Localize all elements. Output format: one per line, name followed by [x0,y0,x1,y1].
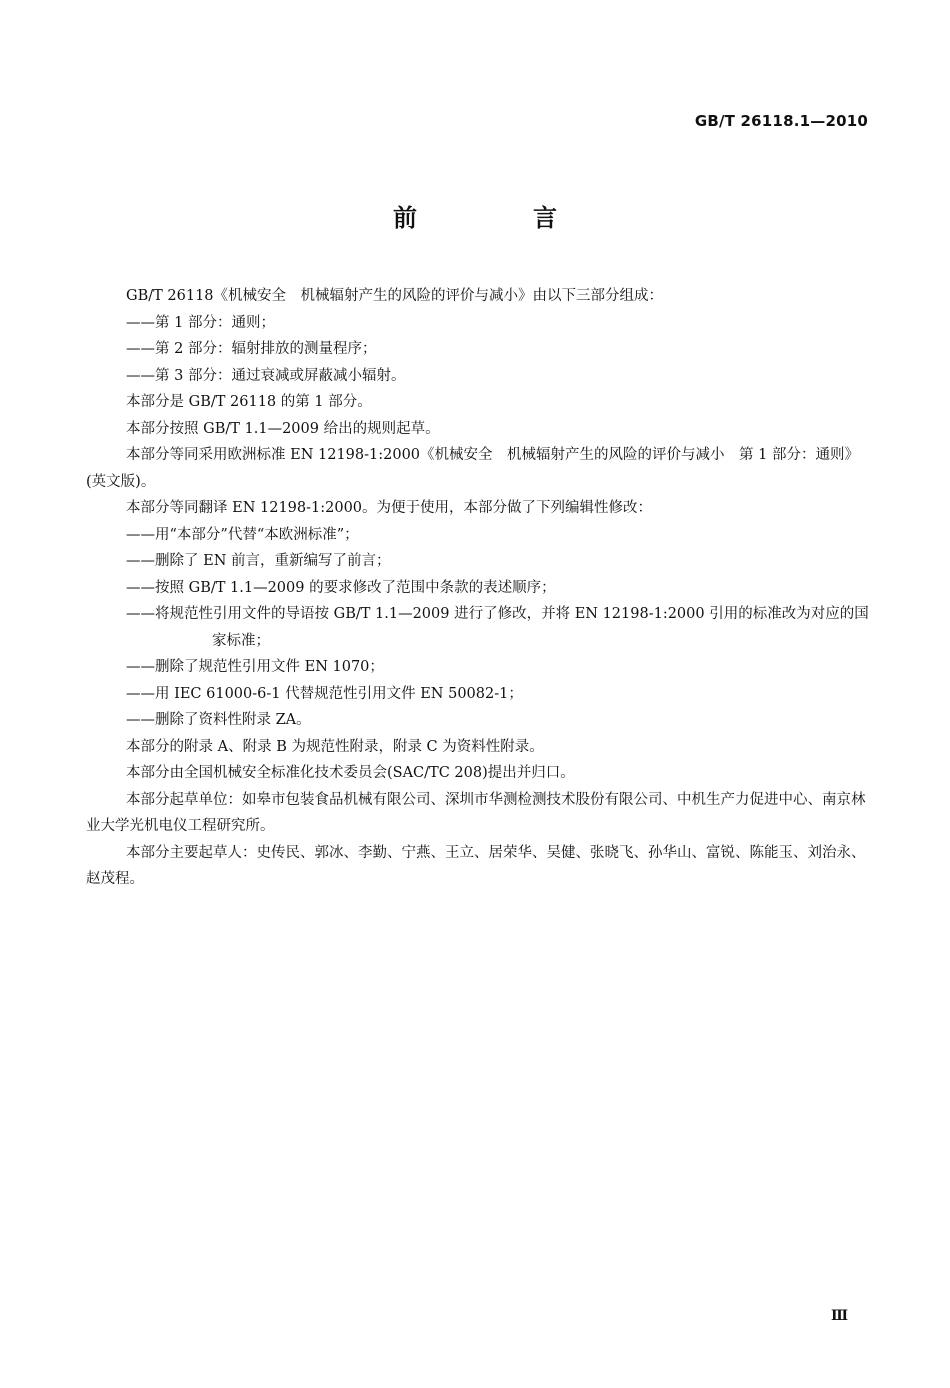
list-item-edit-7: ——删除了资料性附录 ZA。 [126,712,311,728]
paragraph-annexes: 本部分的附录 A、附录 B 为规范性附录，附录 C 为资料性附录。 [126,738,544,755]
list-item-part-2: ——第 2 部分：辐射排放的测量程序； [126,341,377,357]
paragraph-adoption: 本部分等同采用欧洲标准 EN 12198-1:2000《机械安全 机械辐射产生的风险的评价与减小 第 1 部分：通则》(英文版)。 [86,447,859,490]
list-item-edit-4: ——将规范性引用文件的导语按 GB/T 1.1—2009 进行了修改，并将 EN 12198-1:2000 引用的标准改为对应的国家标准； [126,606,869,649]
list-item-edit-3: ——按照 GB/T 1.1—2009 的要求修改了范围中条款的表述顺序； [126,579,556,596]
page-title: 前 言 [393,204,603,232]
paragraph-parts-intro: GB/T 26118《机械安全 机械辐射产生的风险的评价与减小》由以下三部分组成： [126,288,664,304]
paragraph-drafting-units: 本部分起草单位：如皋市包装食品机械有限公司、深圳市华测检测技术股份有限公司、中机生产力促进中心、南京林业大学光机电仪工程研究所。 [86,791,866,834]
foreword-body [86,283,871,893]
paragraph-proposer: 本部分由全国机械安全标准化技术委员会(SAC/TC 208)提出并归口。 [126,765,575,781]
page-number: Ⅲ [830,1308,848,1324]
list-item-edit-2: ——删除了 EN 前言，重新编写了前言； [126,553,391,569]
paragraph-part-statement: 本部分是 GB/T 26118 的第 1 部分。 [126,394,372,410]
list-item-edit-5: ——删除了规范性引用文件 EN 1070； [126,659,384,675]
list-item-part-1: ——第 1 部分：通则； [126,314,275,331]
paragraph-translation: 本部分等同翻译 EN 12198-1:2000。为便于使用，本部分做了下列编辑性修改： [126,500,653,516]
list-item-part-3: ——第 3 部分：通过衰减或屏蔽减小辐射。 [126,367,406,384]
list-item-edit-6: ——用 IEC 61000-6-1 代替规范性引用文件 EN 50082-1； [126,685,523,702]
list-item-edit-1: ——用“本部分”代替“本欧洲标准”； [126,526,359,543]
paragraph-drafting-rules: 本部分按照 GB/T 1.1—2009 给出的规则起草。 [126,420,440,437]
paragraph-drafters: 本部分主要起草人：史传民、郭冰、李勤、宁燕、王立、居荣华、吴健、张晓飞、孙华山、富锐、陈能玉、刘治永、赵茂程。 [86,844,866,887]
standard-code: GB/T 26118.1—2010 [694,112,868,130]
